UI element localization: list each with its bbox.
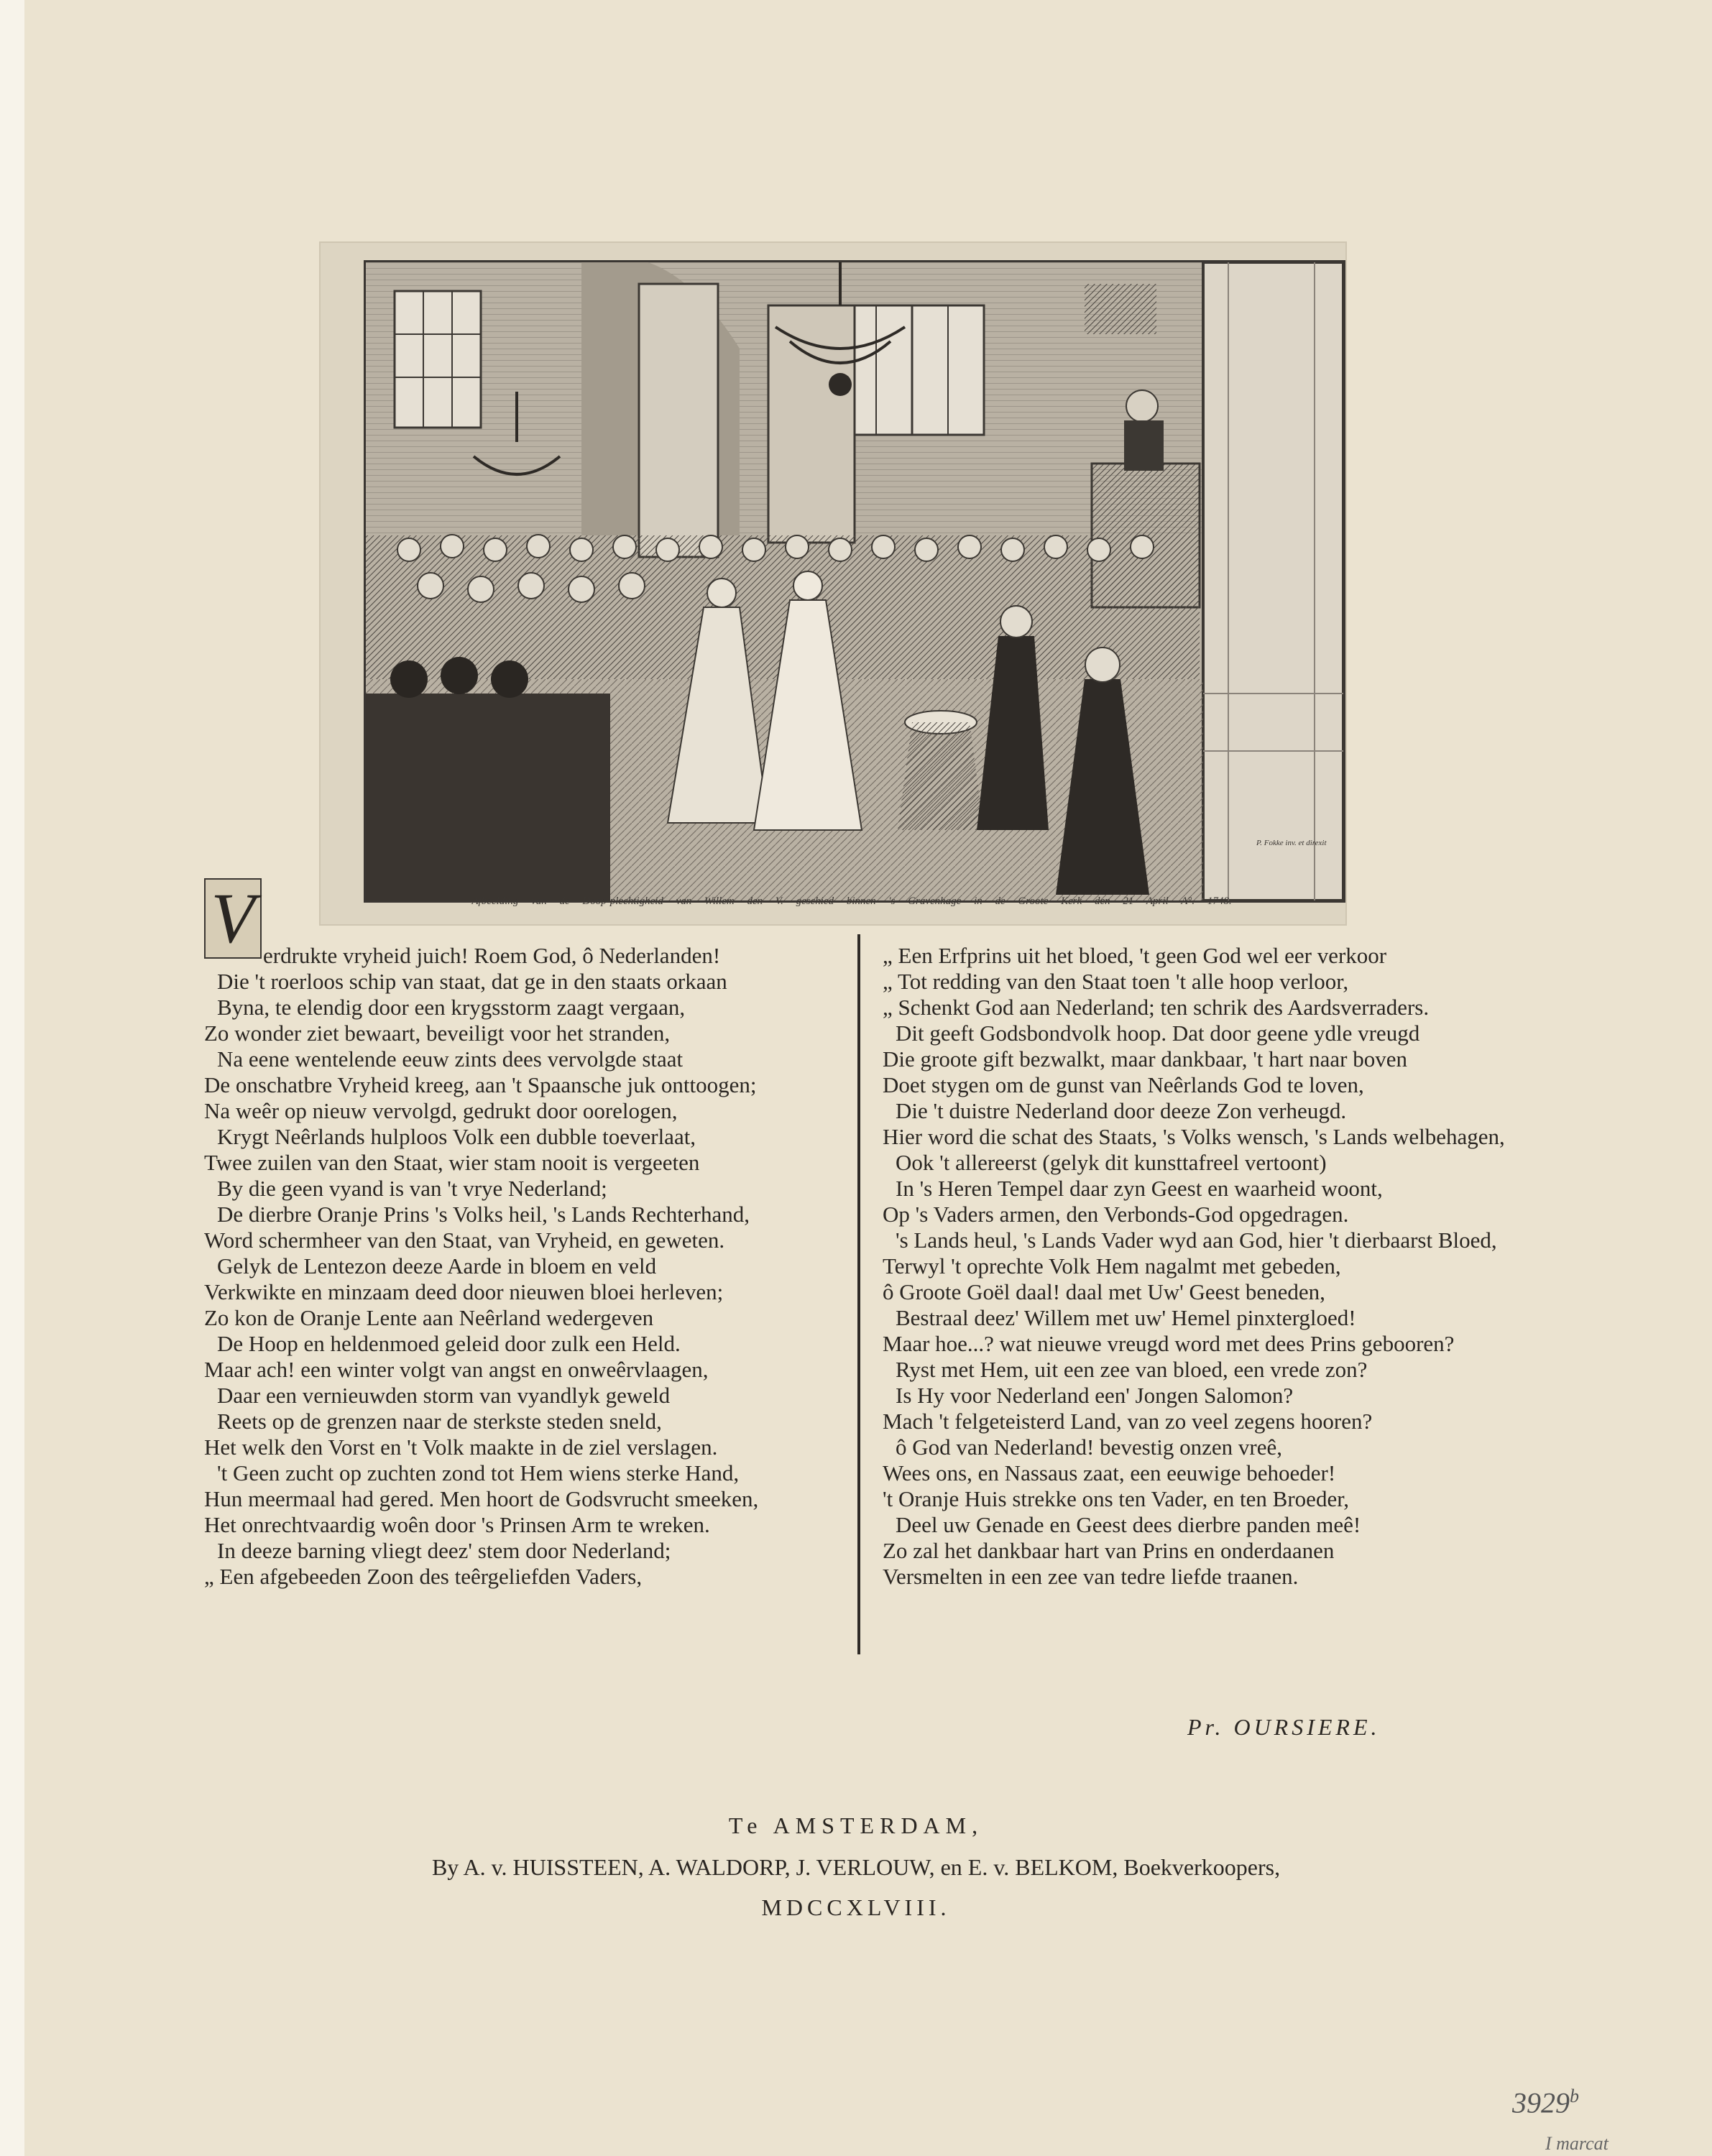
poem-line: Na weêr op nieuw vervolgd, gedrukt door oorelogen, [204,1098,678,1123]
poem-line: Versmelten in een zee van tedre liefde traanen. [883,1564,1299,1589]
poem-line: Terwyl 't oprechte Volk Hem nagalmt met gebeden, [883,1253,1341,1279]
poem-line: Krygt Neêrlands hulploos Volk een dubble toeverlaat, [217,1124,696,1149]
imprint-printers: By A. v. HUISSTEEN, A. WALDORP, J. VERLOUW, en E. v. BELKOM, Boekverkoopers, [431,1854,1281,1880]
poem-line: Die 't duistre Nederland door deeze Zon verheugd. [896,1098,1347,1123]
poem-line: ô Groote Goël daal! daal met Uw' Geest beneden, [883,1279,1325,1304]
poem-line: Wees ons, en Nassaus zaat, een eeuwige behoeder! [883,1460,1336,1485]
poem-line: In deeze barning vliegt deez' stem door Nederland; [217,1538,671,1563]
poem-line: Op 's Vaders armen, den Verbonds-God opgedragen. [883,1202,1349,1227]
poem-line: Zo wonder ziet bewaart, beveiligt voor het stranden, [204,1021,671,1046]
poem-line: Zo kon de Oranje Lente aan Neêrland wedergeven [204,1305,654,1330]
drop-capital: V [204,878,262,959]
poem-line: 's Lands heul, 's Lands Vader wyd aan God, hier 't dierbaarst Bloed, [896,1227,1497,1253]
poem-line: „ Tot redding van den Staat toen 't alle hoop verloor, [883,969,1349,994]
engraving-baptism-scene [364,260,1345,903]
poem-line: Zo zal het dankbaar hart van Prins en onderdaanen [883,1538,1335,1563]
poem-line: Hun meermaal had gered. Men hoort de Godsvrucht smeeken, [204,1486,759,1511]
poem-line: Hier word die schat des Staats, 's Volks wensch, 's Lands welbehagen, [883,1124,1505,1149]
poem-line: Daar een vernieuwden storm van vyandlyk geweld [217,1383,671,1408]
poem-line: In 's Heren Tempel daar zyn Geest en waarheid woont, [896,1176,1383,1201]
poem-line: Dit geeft Godsbondvolk hoop. Dat door geene ydle vreugd [896,1021,1420,1046]
poem-line: erdrukte vryheid juich! Roem God, ô Nederlanden! [263,943,721,968]
poem-line: Byna, te elendig door een krygsstorm zaagt vergaan, [217,995,686,1020]
poem-line: 't Oranje Huis strekke ons ten Vader, en ten Broeder, [883,1486,1350,1511]
poem-line: Het onrechtvaardig woên door 's Prinsen Arm te wreken. [204,1512,710,1537]
poem-line: Die groote gift bezwalkt, maar dankbaar, 't hart naar boven [883,1046,1407,1072]
poem-line: „ Schenkt God aan Nederland; ten schrik des Aardsverraders. [883,995,1430,1020]
poem-line: ô God van Nederland! bevestig onzen vreê, [896,1434,1282,1460]
poem-line: Ook 't allereerst (gelyk dit kunsttafreel vertoont) [896,1150,1327,1175]
collection-stamp: I marcat [1545,2133,1609,2154]
poem-line: Doet stygen om de gunst van Neêrlands God te loven, [883,1072,1364,1097]
author-signature: Pr. OURSIERE. [1187,1714,1381,1740]
poem-line: Twee zuilen van den Staat, wier stam nooit is vergeeten [204,1150,700,1175]
poem-line: Deel uw Genade en Geest dees dierbre panden meê! [896,1512,1361,1537]
engraver-signature: P. Fokke inv. et direxit [1256,839,1327,847]
inventory-number: 3929$^b$ [1512,2086,1579,2119]
poem-line: Maar hoe...? wat nieuwe vreugd word met dees Prins gebooren? [883,1331,1455,1356]
poem-line: 't Geen zucht op zuchten zond tot Hem wiens sterke Hand, [217,1460,740,1485]
imprint-year: MDCCXLVIII. [761,1894,951,1920]
poem-column-left [204,943,837,1590]
imprint-city: Te AMSTERDAM, [728,1812,984,1838]
poem-line: De dierbre Oranje Prins 's Volks heil, 's Lands Rechterhand, [217,1202,750,1227]
poem-line: „ Een afgebeeden Zoon des teêrgeliefden Vaders, [204,1564,643,1589]
poem-column-right [883,943,1529,1590]
poem-line: De onschatbre Vryheid kreeg, aan 't Spaansche juk onttoogen; [204,1072,757,1097]
poem-line: Mach 't felgeteisterd Land, van zo veel zegens hooren? [883,1409,1373,1434]
poem-line: Reets op de grenzen naar de sterkste steden sneld, [217,1409,662,1434]
poem-line: Na eene wentelende eeuw zints dees vervolgde staat [217,1046,684,1072]
poem-line: By die geen vyand is van 't vrye Nederland; [217,1176,607,1201]
engraving-caption: Afbeelding van de Doop-plechtigheid van Willem den V. geschied binnen 's Gravenhage in de Groote Kerk den 21 April A°. 1748. [471,895,1232,907]
poem-line: De Hoop en heldenmoed geleid door zulk een Held. [217,1331,681,1356]
poem-line: Bestraal deez' Willem met uw' Hemel pinxtergloed! [896,1305,1356,1330]
poem-line: Het welk den Vorst en 't Volk maakte in de ziel verslagen. [204,1434,718,1460]
column-divider [857,934,860,1654]
poem-line: „ Een Erfprins uit het bloed, 't geen God wel eer verkoor [883,943,1387,968]
poem-line: Is Hy voor Nederland een' Jongen Salomon? [896,1383,1294,1408]
poem-line: Ryst met Hem, uit een zee van bloed, een vrede zon? [896,1357,1368,1382]
poem-line: Word schermheer van den Staat, van Vryheid, en geweten. [204,1227,725,1253]
poem-line: Verkwikte en minzaam deed door nieuwen bloei herleven; [204,1279,724,1304]
poem-line: Gelyk de Lentezon deeze Aarde in bloem en veld [217,1253,657,1279]
poem-line: Maar ach! een winter volgt van angst en onweêrvlaagen, [204,1357,709,1382]
poem-line: Die 't roerloos schip van staat, dat ge in den staats orkaan [217,969,727,994]
